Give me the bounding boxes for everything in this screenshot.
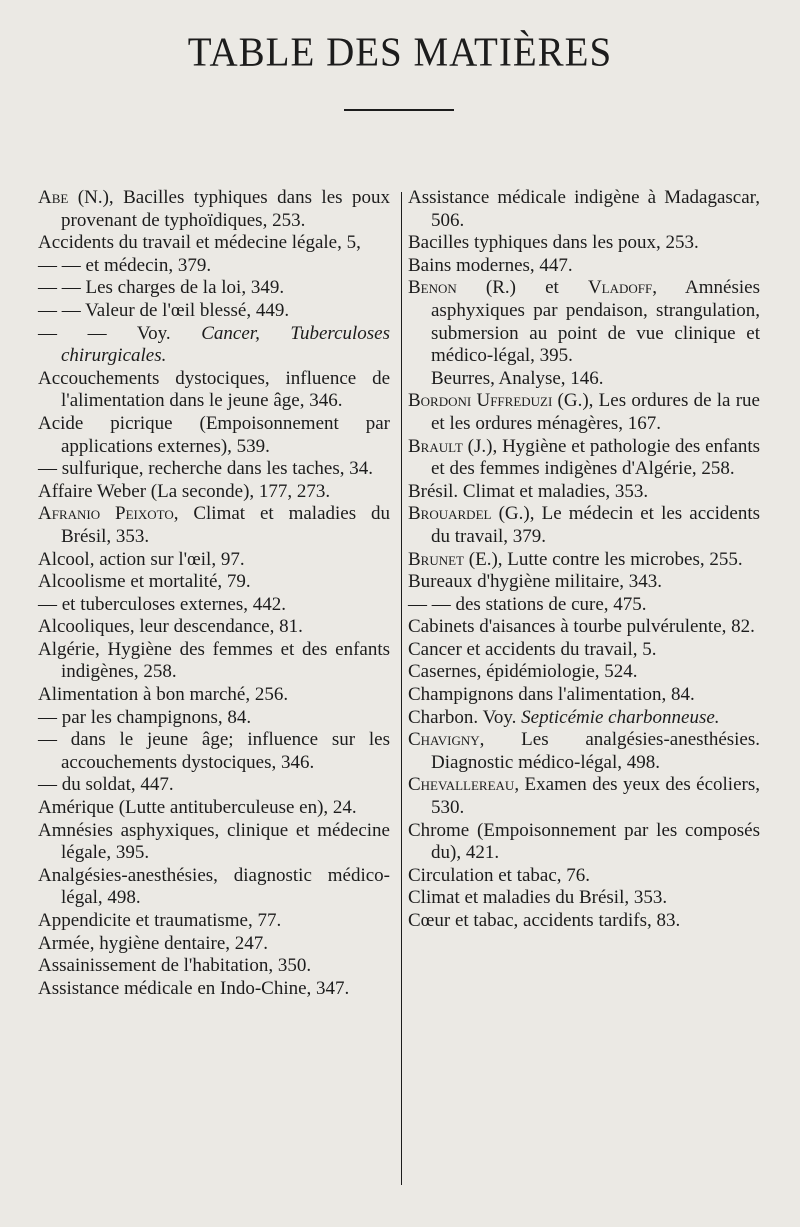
index-entry	[38, 820, 390, 865]
index-entry	[38, 481, 390, 504]
index-entry	[408, 549, 760, 572]
entry-text: — du soldat, 447.	[38, 774, 174, 796]
index-entry	[38, 277, 390, 300]
index-entry	[38, 933, 390, 956]
index-entry	[38, 458, 390, 481]
index-entry	[408, 481, 760, 504]
entry-text: Cabinets d'aisances à tourbe pulvérulente, 82.	[408, 616, 755, 638]
index-entry	[408, 616, 760, 639]
index-entry	[408, 865, 760, 888]
entry-text: , Examen des yeux des écoliers, 530.	[431, 774, 760, 819]
entry-text: Beurres, Analyse, 146.	[431, 367, 604, 389]
index-entry	[38, 594, 390, 617]
index-entry	[408, 684, 760, 707]
index-entry	[38, 797, 390, 820]
entry-text: Cancer et accidents du travail, 5.	[408, 638, 657, 660]
column-divider	[401, 192, 402, 1185]
entry-text: (R.) et	[456, 277, 588, 299]
entry-author: Brault	[408, 435, 463, 457]
entry-text: Chrome (Empoisonnement par les composés du), 421.	[408, 819, 760, 864]
index-entry	[38, 865, 390, 910]
entry-text: Accidents du travail et médecine légale, 5,	[38, 232, 361, 254]
entry-text: Armée, hygiène dentaire, 247.	[38, 932, 269, 954]
title-rule	[344, 109, 454, 111]
index-entry	[408, 255, 760, 278]
index-entry	[408, 707, 760, 730]
index-entry	[408, 187, 760, 232]
entry-text: (G.), Les ordures de la rue et les ordures ménagères, 167.	[431, 390, 760, 434]
entry-text: Appendicite et traumatisme, 77.	[38, 910, 282, 931]
entry-text: Charbon. Voy.	[408, 706, 522, 728]
entry-text: — — Voy.	[38, 322, 202, 344]
index-entry	[38, 232, 390, 255]
index-entry	[38, 955, 390, 978]
index-entry	[38, 300, 390, 323]
entry-text: (N.), Bacilles typhiques dans les poux provenant de typhoïdiques, 253.	[61, 187, 390, 231]
entry-text: — — Les charges de la loi, 349.	[38, 277, 285, 299]
index-entry	[408, 232, 760, 255]
entry-text: — — et médecin, 379.	[38, 254, 212, 276]
index-entry	[408, 729, 760, 774]
entry-text: Analgésies-anesthésies, diagnostic médico-légal, 498.	[38, 864, 390, 909]
page-title: TABLE DES MATIÈRES	[187, 29, 613, 76]
entry-text: Bacilles typhiques dans les poux, 253.	[408, 232, 699, 254]
index-entry	[408, 820, 760, 865]
entry-text: Champignons dans l'alimentation, 84.	[408, 684, 695, 706]
index-entry	[38, 978, 390, 1001]
index-entry	[408, 277, 760, 367]
index-entry	[408, 774, 760, 819]
entry-text: Affaire Weber (La seconde), 177, 273.	[38, 480, 331, 502]
entry-text: Amérique (Lutte antituberculeuse en), 24.	[38, 797, 357, 819]
entry-text: Bains modernes, 447.	[408, 254, 573, 276]
index-entry	[38, 571, 390, 594]
entry-text: Circulation et tabac, 76.	[408, 864, 591, 886]
entry-text: , Les analgésies-anesthésies. Diagnostic médico-légal, 498.	[431, 729, 760, 773]
entry-text: Algérie, Hygiène des femmes et des enfants indigènes, 258.	[38, 638, 390, 683]
entry-author: Chavigny	[408, 729, 480, 751]
index-entry	[408, 910, 760, 933]
index-entry	[408, 887, 760, 910]
entry-author: Bordoni Uffreduzi	[408, 390, 553, 412]
entry-text: — dans le jeune âge; influence sur les accouchements dystociques, 346.	[38, 729, 390, 773]
entry-text: — sulfurique, recherche dans les taches, 34.	[38, 458, 374, 480]
index-column-left	[38, 187, 390, 1000]
entry-text: Bureaux d'hygiène militaire, 343.	[408, 571, 663, 593]
entry-text: Brésil. Climat et maladies, 353.	[408, 480, 649, 502]
entry-text: Casernes, épidémiologie, 524.	[408, 661, 638, 683]
entry-text: Amnésies asphyxiques, clinique et médecine légale, 395.	[38, 819, 390, 864]
index-entry	[408, 368, 760, 391]
entry-text: Assainissement de l'habitation, 350.	[38, 955, 312, 977]
index-entry	[408, 571, 760, 594]
entry-text: , Climat et maladies du Brésil, 353.	[61, 503, 390, 547]
index-entry	[38, 684, 390, 707]
index-entry	[38, 413, 390, 458]
entry-text: Assistance médicale en Indo-Chine, 347.	[38, 977, 350, 999]
entry-author: Brouardel	[408, 503, 492, 525]
index-entry	[38, 616, 390, 639]
index-entry	[408, 594, 760, 617]
entry-author: Brunet	[408, 548, 465, 570]
index-entry	[38, 639, 390, 684]
index-entry	[38, 774, 390, 797]
entry-author: Vladoff	[587, 277, 653, 299]
entry-text: (G.), Le médecin et les accidents du travail, 379.	[431, 503, 760, 547]
index-column-right	[408, 187, 760, 933]
index-entry	[38, 368, 390, 413]
entry-author: Afranio Peixoto	[38, 503, 174, 525]
index-entry	[38, 187, 390, 232]
index-entry	[408, 661, 760, 684]
index-entry	[38, 323, 390, 368]
entry-text: Climat et maladies du Brésil, 353.	[408, 887, 668, 909]
entry-text: — et tuberculoses externes, 442.	[38, 593, 286, 615]
entry-cross-reference: Septicémie charbonneuse.	[521, 706, 720, 728]
entry-text: — par les champignons, 84.	[38, 706, 252, 728]
index-entry	[38, 503, 390, 548]
entry-text: , Amnésies asphyxiques par pendaison, strangulation, submersion au point de vue clinique et médico-légal, 395.	[431, 277, 760, 367]
entry-text: — — des stations de cure, 475.	[408, 593, 647, 615]
entry-text: Alcool, action sur l'œil, 97.	[38, 548, 245, 570]
entry-text: Acide picrique (Empoisonnement par applications externes), 539.	[38, 412, 390, 457]
entry-text: Alimentation à bon marché, 256.	[38, 684, 289, 706]
entry-author: Benon	[408, 277, 457, 299]
entry-author: Chevallereau	[408, 774, 515, 796]
entry-text: — — Valeur de l'œil blessé, 449.	[38, 299, 290, 321]
entry-text: (E.), Lutte contre les microbes, 255.	[464, 548, 743, 570]
index-entry	[408, 503, 760, 548]
entry-text: Cœur et tabac, accidents tardifs, 83.	[408, 910, 681, 931]
entry-text: Alcooliques, leur descendance, 81.	[38, 616, 303, 638]
index-entry	[408, 436, 760, 481]
index-entry	[408, 390, 760, 435]
entry-text: Alcoolisme et mortalité, 79.	[38, 571, 251, 593]
index-entry	[408, 639, 760, 662]
index-entry	[38, 910, 390, 933]
entry-text: (J.), Hygiène et pathologie des enfants et des femmes indigènes d'Algérie, 258.	[431, 435, 760, 480]
index-entry	[38, 729, 390, 774]
entry-text: Accouchements dystociques, influence de l'alimentation dans le jeune âge, 346.	[38, 367, 390, 412]
entry-cross-reference: Cancer, Tuberculoses chirurgicales.	[61, 322, 390, 367]
index-entry	[38, 707, 390, 730]
entry-author: Abe	[38, 187, 69, 208]
index-entry	[38, 549, 390, 572]
index-entry	[38, 255, 390, 278]
entry-text: Assistance médicale indigène à Madagascar, 506.	[408, 187, 760, 231]
